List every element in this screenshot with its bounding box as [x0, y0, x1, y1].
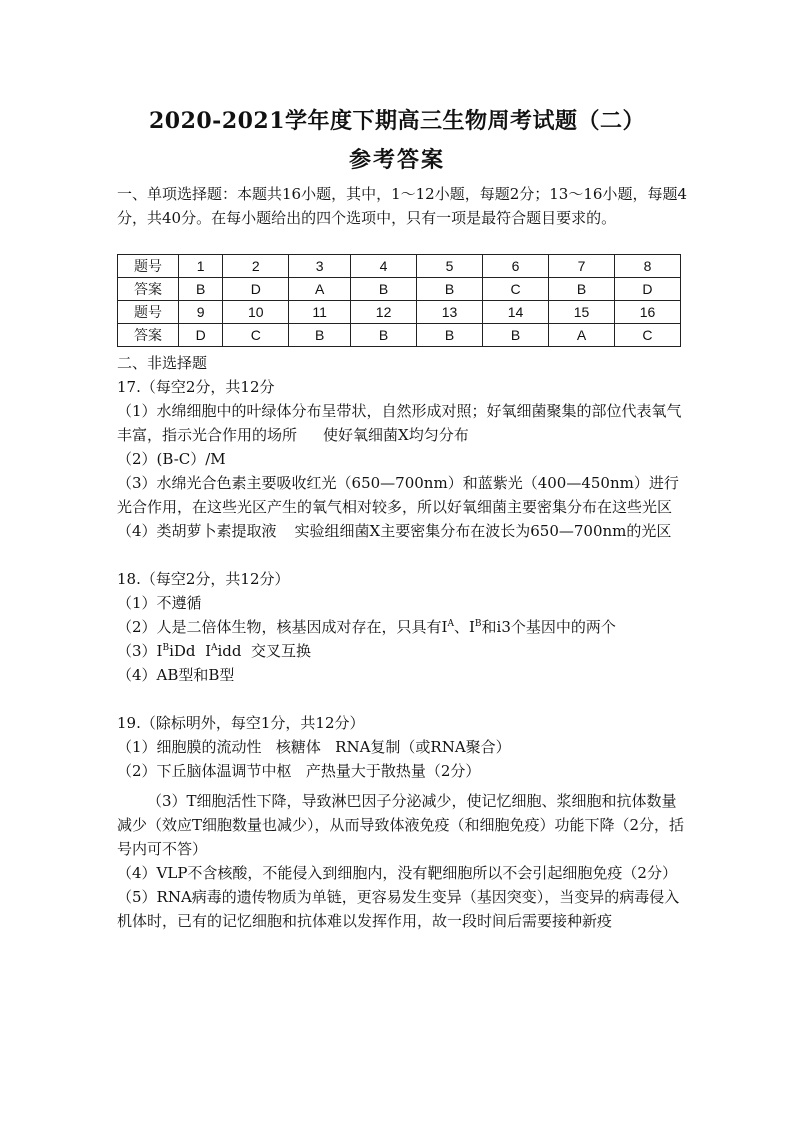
question-number: 3 — [289, 255, 351, 278]
row-label-question: 题号 — [118, 301, 179, 324]
question-number: 7 — [549, 255, 615, 278]
q17-answer-1 — [117, 399, 687, 447]
page-title: 2020-2021学年度下期高三生物周考试题（二） — [148, 108, 646, 134]
answer-cell: B — [351, 324, 417, 347]
answer-table — [117, 254, 681, 347]
answer-cell: A — [289, 278, 351, 301]
answer-cell: B — [289, 324, 351, 347]
q18-answer-2-text: 、I — [453, 618, 475, 636]
question-number: 9 — [179, 301, 223, 324]
row-label-answer: 答案 — [118, 278, 179, 301]
q17-answer-2: （2）(B-C）/M — [117, 450, 226, 468]
q18-answer-3-text: iDd I — [169, 642, 211, 660]
question-number: 10 — [223, 301, 289, 324]
allele-superscript-a: A — [447, 619, 454, 629]
answer-cell: B — [549, 278, 615, 301]
q18-answer-2 — [117, 615, 687, 639]
allele-superscript-a: A — [211, 643, 218, 653]
question-number: 1 — [179, 255, 223, 278]
answer-cell: C — [223, 324, 289, 347]
q19-answer-5: （5）RNA病毒的遗传物质为单链，更容易发生变异（基因突变），当变异的病毒侵入机体时，已有的记忆细胞和抗体难以发挥作用，故一段时间后需要接种新疫 — [117, 888, 680, 930]
q19-answer-2: （2）下丘脑体温调节中枢 产热量大于散热量（2分） — [117, 762, 481, 780]
section1-intro: 一、单项选择题：本题共16小题，其中，1～12小题，每题2分；13～16小题，每题4分，共40分。在每小题给出的四个选项中，只有一项是最符合题目要求的。 — [117, 185, 687, 227]
table-row-answers-1 — [118, 278, 681, 301]
question-number: 11 — [289, 301, 351, 324]
q19-header: 19.（除标明外，每空1分，共12分） — [117, 714, 365, 732]
table-row-answers-2 — [118, 324, 681, 347]
answer-cell: B — [179, 278, 223, 301]
question-number: 4 — [351, 255, 417, 278]
allele-superscript-b: B — [474, 619, 482, 629]
answer-cell: B — [417, 278, 483, 301]
q18-answer-3 — [117, 639, 687, 663]
q17-answer-4-part-a: （4）类胡萝卜素提取液 — [117, 522, 277, 540]
section2-heading: 二、非选择题 — [117, 354, 208, 372]
answer-cell: D — [614, 278, 680, 301]
question-number: 6 — [483, 255, 549, 278]
answer-cell: A — [549, 324, 615, 347]
question-number: 5 — [417, 255, 483, 278]
q17-answer-3: （3）水绵光合色素主要吸收红光（650—700nm）和蓝紫光（400—450nm）进行光合作用，在这些光区产生的氧气相对较多，所以好氧细菌主要密集分布在这些光区 — [117, 474, 679, 516]
q18-answer-3-text: idd 交叉互换 — [217, 642, 312, 660]
row-label-answer: 答案 — [118, 324, 179, 347]
table-row-questions-2 — [118, 301, 681, 324]
question-number: 14 — [483, 301, 549, 324]
question-number: 15 — [549, 301, 615, 324]
question-number: 2 — [223, 255, 289, 278]
q19-answer-4: （4）VLP不含核酸，不能侵入到细胞内，没有靶细胞所以不会引起细胞免疫（2分） — [117, 864, 677, 882]
answer-cell: B — [351, 278, 417, 301]
q17-answer-1-part-a: （1）水绵细胞中的叶绿体分布呈带状，自然形成对照；好氧细菌聚集的部位代表氧气丰富，指示光合作用的场所 — [117, 402, 682, 444]
answer-cell: B — [483, 324, 549, 347]
section2-body — [117, 351, 687, 933]
q18-header: 18.（每空2分，共12分） — [117, 570, 290, 588]
answer-cell: D — [179, 324, 223, 347]
table-row-questions-1 — [118, 255, 681, 278]
q18-answer-2-text: （2）人是二倍体生物，核基因成对存在，只具有I — [117, 618, 448, 636]
question-number: 12 — [351, 301, 417, 324]
answer-cell: B — [417, 324, 483, 347]
question-number: 8 — [614, 255, 680, 278]
answer-cell: C — [614, 324, 680, 347]
q19-answer-3: （3）T细胞活性下降，导致淋巴因子分泌减少，使记忆细胞、浆细胞和抗体数量减少（效应T细胞数量也减少），从而导致体液免疫（和细胞免疫）功能下降（2分，括号内可不答） — [117, 792, 685, 858]
q17-header: 17.（每空2分，共12分 — [117, 378, 275, 396]
q19-answer-1: （1）细胞膜的流动性 核糖体 RNA复制（或RNA聚合） — [117, 738, 511, 756]
q18-answer-4: （4）AB型和B型 — [117, 666, 235, 684]
q18-answer-1: （1）不遵循 — [117, 594, 202, 612]
question-number: 13 — [417, 301, 483, 324]
q17-answer-1-part-b: 使好氧细菌X均匀分布 — [323, 426, 469, 444]
answer-cell: C — [483, 278, 549, 301]
q18-answer-2-text: 和i3个基因中的两个 — [481, 618, 616, 636]
row-label-question: 题号 — [118, 255, 179, 278]
answer-cell: D — [223, 278, 289, 301]
page-subtitle: 参考答案 — [348, 147, 445, 173]
allele-superscript-b: B — [162, 643, 170, 653]
q17-answer-4-part-b: 实验组细菌X主要密集分布在波长为650—700nm的光区 — [294, 522, 672, 540]
q18-answer-3-text: （3）I — [117, 642, 163, 660]
q17-answer-4 — [117, 519, 687, 543]
question-number: 16 — [614, 301, 680, 324]
